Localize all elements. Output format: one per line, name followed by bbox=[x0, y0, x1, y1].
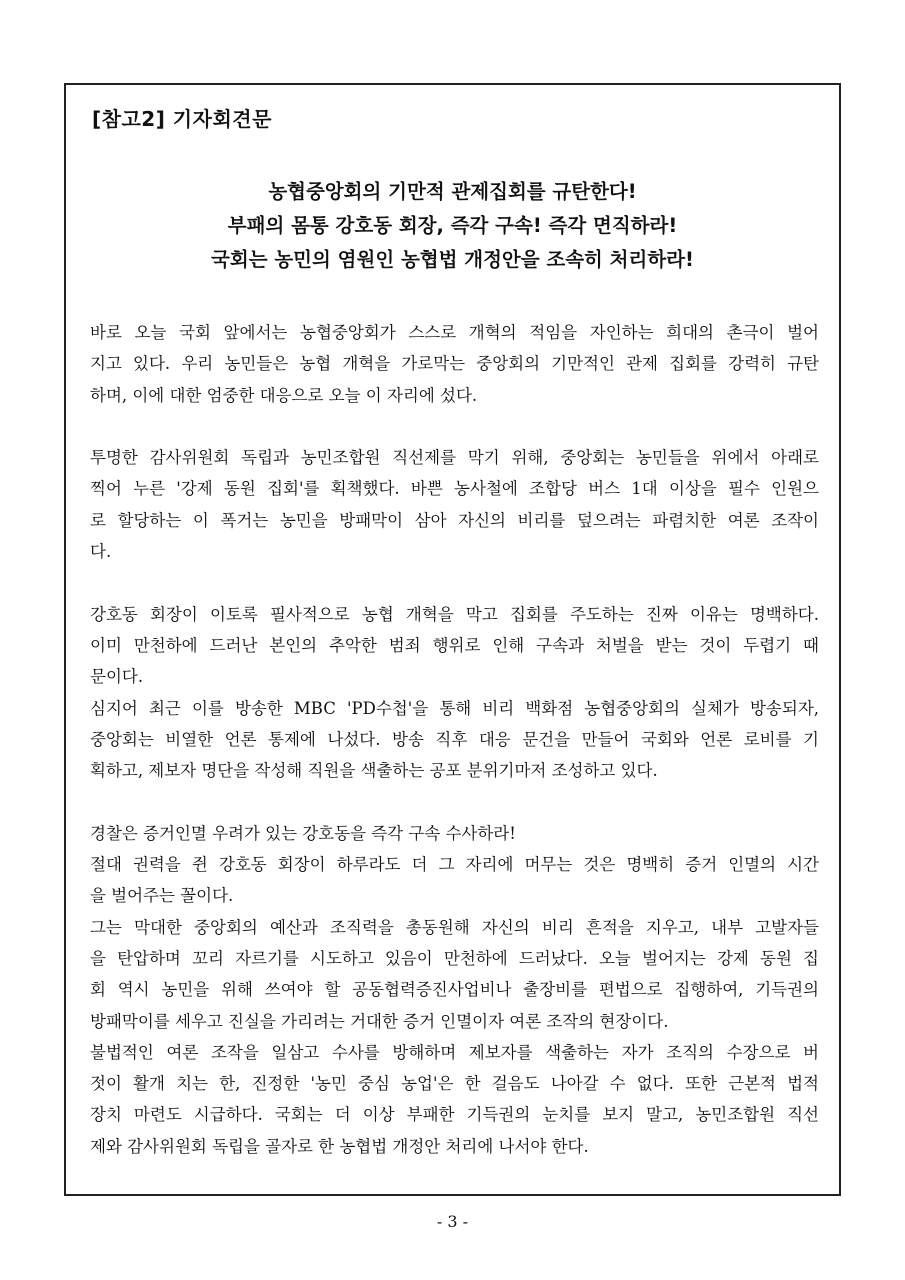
body-line: 이미 만천하에 드러난 본인의 추악한 범죄 행위로 인해 구속과 처벌을 받는 것이 두렵기 때 bbox=[90, 635, 819, 655]
body-line: 중앙회는 비열한 언론 통제에 나섰다. 방송 직후 대응 문건을 만들어 국회와 언론 로비를 기 bbox=[90, 729, 819, 749]
body-line: 다. bbox=[90, 542, 112, 562]
body-line: 절대 권력을 쥔 강호동 회장이 하루라도 더 그 자리에 머무는 것은 명백히 증거 인멸의 시간 bbox=[90, 855, 819, 875]
statement-body bbox=[90, 317, 819, 1162]
body-line: 찍어 누른 '강제 동원 집회'를 획책했다. 바쁜 농사철에 조합당 버스 1대 이상을 필수 인원으 bbox=[90, 479, 819, 499]
paragraph-gap bbox=[90, 567, 819, 598]
body-line: 로 할당하는 이 폭거는 농민을 방패막이 삼아 자신의 비리를 덮으려는 파렴치한 여론 조작이 bbox=[90, 510, 819, 530]
headline: 부패의 몸통 강호동 회장, 즉각 구속! 즉각 면직하라! bbox=[227, 214, 678, 237]
body-line: 지고 있다. 우리 농민들은 농협 개혁을 가로막는 중앙회의 기만적인 관제 집회를 강력히 규탄 bbox=[90, 354, 819, 374]
body-line: 심지어 최근 이를 방송한 MBC 'PD수첩'을 통해 비리 백화점 농협중앙회의 실체가 방송되자, bbox=[90, 698, 819, 718]
body-line: 방패막이를 세우고 진실을 가리려는 거대한 증거 인멸이자 여론 조작의 현장이다. bbox=[90, 1011, 669, 1031]
paragraph-gap bbox=[90, 786, 819, 817]
document-frame bbox=[64, 83, 841, 1196]
body-line: 경찰은 증거인멸 우려가 있는 강호동을 즉각 구속 수사하라! bbox=[90, 823, 516, 843]
body-line: 그는 막대한 중앙회의 예산과 조직력을 총동원해 자신의 비리 흔적을 지우고, 내부 고발자들 bbox=[90, 917, 819, 937]
body-line: 하며, 이에 대한 엄중한 대응으로 오늘 이 자리에 섰다. bbox=[90, 385, 478, 405]
headline: 국회는 농민의 염원인 농협법 개정안을 조속히 처리하라! bbox=[211, 248, 694, 271]
paragraph-gap bbox=[90, 411, 819, 442]
body-line: 바로 오늘 국회 앞에서는 농협중앙회가 스스로 개혁의 적임을 자인하는 희대의 촌극이 벌어 bbox=[90, 323, 819, 342]
body-line: 을 벌어주는 꼴이다. bbox=[90, 886, 234, 906]
body-line: 장치 마련도 시급하다. 국회는 더 이상 부패한 기득권의 눈치를 보지 말고, 농민조합원 직선 bbox=[90, 1105, 819, 1125]
body-line: 회 역시 농민을 위해 쓰여야 할 공동협력증진사업비나 출장비를 편법으로 집행하여, 기득권의 bbox=[90, 980, 819, 1000]
body-line: 투명한 감사위원회 독립과 농민조합원 직선제를 막기 위해, 중앙회는 농민들을 위에서 아래로 bbox=[90, 448, 819, 468]
body-line: 제와 감사위원회 독립을 골자로 한 농협법 개정안 처리에 나서야 한다. bbox=[90, 1136, 589, 1156]
body-line: 강호동 회장이 이토록 필사적으로 농협 개혁을 막고 집회를 주도하는 진짜 이유는 명백하다. bbox=[90, 604, 819, 624]
body-line: 불법적인 여론 조작을 일삼고 수사를 방해하며 제보자를 색출하는 자가 조직의 수장으로 버 bbox=[90, 1042, 819, 1062]
body-line: 을 탄압하며 꼬리 자르기를 시도하고 있음이 만천하에 드러났다. 오늘 벌어지는 강제 동원 집 bbox=[90, 948, 819, 968]
headline: 농협중앙회의 기만적 관제집회를 규탄한다! bbox=[268, 180, 637, 203]
headline-group bbox=[66, 175, 839, 277]
body-line: 젓이 활개 치는 한, 진정한 '농민 중심 농업'은 한 걸음도 나아갈 수 없다. 또한 근본적 법적 bbox=[90, 1074, 819, 1094]
reference-title: [참고2] 기자회견문 bbox=[92, 107, 272, 131]
body-line: 획하고, 제보자 명단을 작성해 직원을 색출하는 공포 분위기마저 조성하고 있다. bbox=[90, 761, 658, 781]
page-number: - 3 - bbox=[436, 1212, 469, 1231]
body-line: 문이다. bbox=[90, 667, 144, 687]
